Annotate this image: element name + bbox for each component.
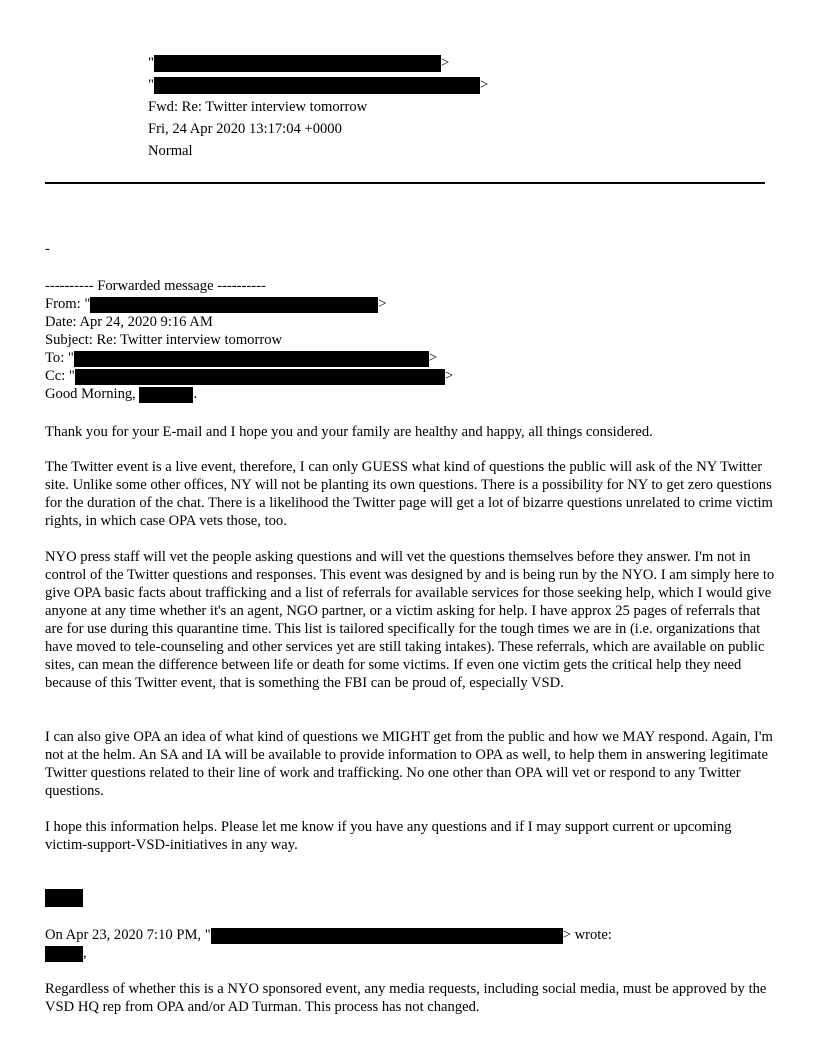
paragraph-3: NYO press staff will vet the people asking questions and will vet the questions themselves before they answer. I'm not in control of the Twitter questions and responses. This event was designed by and is being run by the NYO. I am simply here to give OPA basic facts about trafficking and a list of referrals for available services for those seeking help, which I would give anyone at any time whether it's an agent, NGO partner, or a victim asking for help. I have approx 25 pages of referrals that are for use during this quarantine time. This list is tailored specifically for the tough times we are in (i.e. organizations that have moved to tele-counseling and other services yet are still taking intakes). These referrals, which are available on public sites, can mean the difference between life or death for some victims. If even one victim gets the critical help they need because of this Twitter event, that is something the FBI can be proud of, especially VSD. (45, 549, 775, 691)
redaction-block (211, 928, 563, 944)
subject-value: Fwd: Re: Twitter interview tomorrow (148, 99, 368, 115)
paragraph-4: I can also give OPA an idea of what kind of questions we MIGHT get from the public and how we MAY respond. Again, I'm not at the helm. An SA and IA will be available to provide information to OPA as well, to help them in answering legitimate Twitter questions related to their line of work and trafficking. No one other than OPA will vet or respond to any Twitter questions. (45, 729, 773, 799)
to-value: " > (148, 77, 489, 93)
redaction-block (139, 387, 193, 403)
paragraph-6: Regardless of whether this is a NYO sponsored event, any media requests, including social media, must be approved by the VSD HQ rep from OPA and/or AD Turman. This process has not changed. (45, 981, 767, 1015)
paragraph-2: The Twitter event is a live event, therefore, I can only GUESS what kind of questions the public will ask of the NY Twitter site. Unlike some other offices, NY will not be planting its own questions. There is a possibility for NY to get zero questions for the duration of the chat. There is a likelihood the Twitter page will get a lot of bizarre questions unrelated to crime victim rights, in which case OPA vets those, too. (45, 459, 773, 529)
forwarded-to: To: " > (45, 350, 438, 366)
date-value: Fri, 24 Apr 2020 13:17:04 +0000 (148, 121, 342, 137)
redaction-block (45, 889, 83, 907)
forwarded-date: Date: Apr 24, 2020 9:16 AM (45, 314, 213, 330)
dash-line: - (45, 241, 50, 257)
redaction-block (75, 369, 445, 385)
from-value: " > (148, 55, 450, 71)
paragraph-5: I hope this information helps. Please let me know if you have any questions and if I may support current or upcoming victim-support-VSD-initiatives in any way. (45, 819, 732, 853)
importance-value: Normal (148, 143, 193, 159)
forwarded-from: From: " > (45, 296, 387, 312)
redaction-block (74, 351, 429, 367)
greeting: Good Morning, . (45, 386, 198, 402)
forwarded-subject: Subject: Re: Twitter interview tomorrow (45, 332, 283, 348)
redaction-block (90, 297, 378, 313)
redaction-block (45, 946, 83, 962)
forwarded-cc: Cc: " > (45, 368, 454, 384)
forwarded-marker: ---------- Forwarded message ---------- (45, 278, 266, 294)
redaction-block (154, 55, 441, 72)
paragraph-1: Thank you for your E-mail and I hope you and your family are healthy and happy, all things considered. (45, 424, 653, 440)
quote-intro: On Apr 23, 2020 7:10 PM, " > wrote: (45, 927, 612, 943)
redaction-block (154, 77, 480, 94)
header-divider (45, 182, 765, 184)
quote-recipient: , (45, 944, 87, 962)
